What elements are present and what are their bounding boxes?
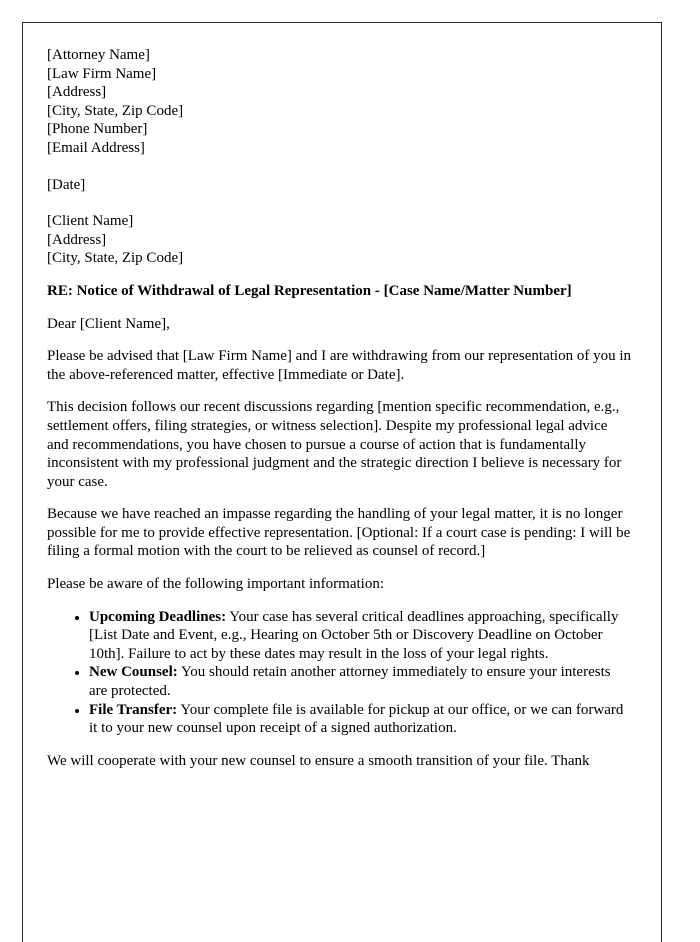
sender-line-attorney-name: [Attorney Name] (47, 47, 150, 63)
sender-line-address: [Address] (47, 84, 107, 101)
letter-body (47, 46, 631, 770)
date-line: [Date] (47, 176, 86, 193)
spacer-after-recipient (47, 268, 631, 282)
body-paragraph-2: This decision follows our recent discussions regarding [mention specific recommendation, e.g., settlement offers, filing strategies, or witness selection]. Despite my professional legal advice and recommendations, you have chosen to pursue a course of action that is fundamentally inconsistent with my professional judgment and the strategic direction I believe is necessary for your case. (47, 399, 622, 490)
important-information-list (47, 608, 631, 738)
list-item-text: Your case has several critical deadlines approaching, specifically [List Date and Event, e.g., Hearing on October 5th or Discovery Deadline on October 10th]. Failure to act by these dates may result in the loss of your legal rights. (89, 608, 619, 662)
list-item-lead: File Transfer: (89, 701, 178, 718)
list-item-text: You should retain another attorney immediately to ensure your interests are protected. (89, 664, 611, 700)
closing-paragraph: We will cooperate with your new counsel to ensure a smooth transition of your file. Thank (47, 752, 590, 769)
list-intro-paragraph: Please be aware of the following important information: (47, 576, 384, 593)
list-item-lead: New Counsel: (89, 664, 178, 681)
list-item-lead: Upcoming Deadlines: (89, 608, 227, 625)
body-paragraph-1: Please be advised that [Law Firm Name] and I are withdrawing from our representation of you in the above-referenced matter, effective [Immediate or Date]. (47, 348, 631, 383)
salutation: Dear [Client Name], (47, 315, 170, 332)
recipient-line-client-name: [Client Name] (47, 213, 134, 230)
spacer-after-date (47, 194, 631, 212)
sender-line-phone-number: [Phone Number] (47, 121, 148, 138)
recipient-line-address: [Address] (47, 231, 107, 248)
document-page (22, 22, 662, 942)
list-item (89, 701, 631, 738)
sender-line-law-firm-name: [Law Firm Name] (47, 65, 157, 82)
sender-address-block (47, 46, 631, 158)
recipient-line-city-state-zip: [City, State, Zip Code] (47, 250, 184, 267)
spacer-after-sender (47, 158, 631, 176)
subject-line: RE: Notice of Withdrawal of Legal Representation - [Case Name/Matter Number] (47, 282, 572, 299)
list-item (89, 663, 631, 700)
list-item-text: Your complete file is available for pickup at our office, or we can forward it to your new counsel upon receipt of a signed authorization. (89, 701, 624, 737)
body-paragraph-3: Because we have reached an impasse regarding the handling of your legal matter, it is no longer possible for me to provide effective representation. [Optional: If a court case is pending: I will be filing a formal motion with the court to be relieved as counsel of record.] (47, 506, 631, 560)
date-block (47, 176, 631, 195)
recipient-address-block (47, 212, 631, 268)
sender-line-email-address: [Email Address] (47, 139, 145, 156)
list-item (89, 608, 631, 664)
sender-line-city-state-zip: [City, State, Zip Code] (47, 102, 184, 119)
